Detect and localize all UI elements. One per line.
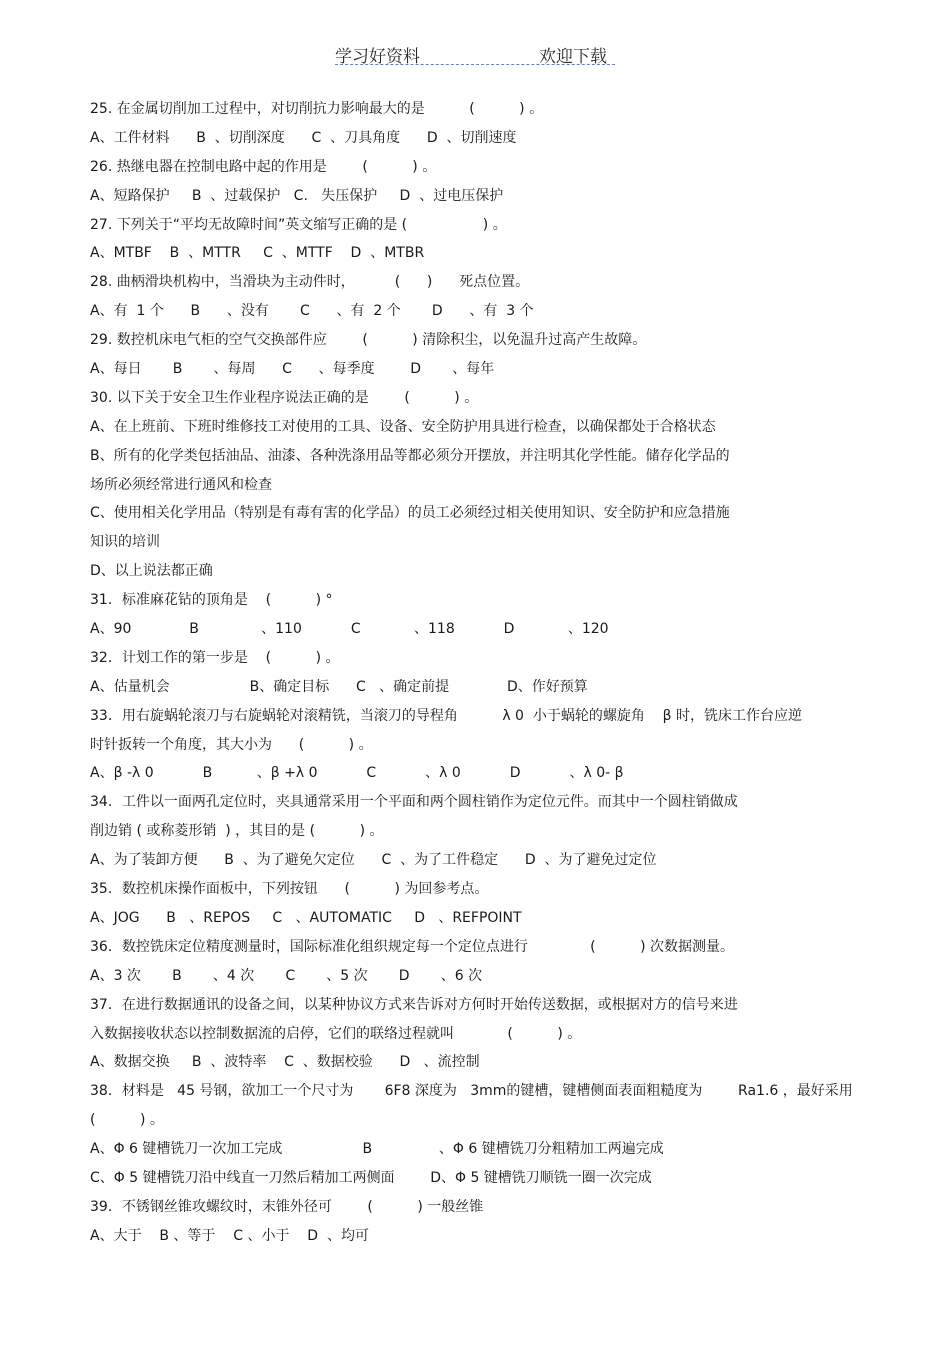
options-32: A、估量机会 B、确定目标 C 、确定前提 D、作好预算	[90, 678, 588, 695]
question-35: 35．数控机床操作面板中，下列按钮 ( ) 为回参考点。	[90, 881, 489, 898]
options-34: A、为了装卸方便 B 、为了避免欠定位 C 、为了工件稳定 D 、为了避免过定位	[90, 852, 657, 869]
header-right-text: 欢迎下载	[539, 47, 607, 67]
question-34: 34．工件以一面两孔定位时，夹具通常采用一个平面和两个圆柱销作为定位元件。而其中一个圆柱销做成	[90, 794, 738, 811]
question-39: 39．不锈钢丝锥攻螺纹时，末锥外径可 ( ) 一般丝锥	[90, 1198, 484, 1215]
document-body	[90, 95, 870, 1251]
option-30-c: C、使用相关化学用品（特别是有毒有害的化学品）的员工必须经过相关使用知识、安全防护和应急措施	[90, 505, 730, 522]
question-27: 27. 下列关于“平均无故障时间”英文缩写正确的是 ( ) 。	[90, 216, 507, 233]
question-33-cont: 时针扳转一个角度，其大小为 ( ) 。	[90, 736, 373, 753]
options-37: A、数据交换 B 、波特率 C 、数据校验 D 、流控制	[90, 1054, 480, 1071]
options-36: A、3 次 B 、4 次 C 、5 次 D 、6 次	[90, 967, 483, 984]
question-33: 33．用右旋蜗轮滚刀与右旋蜗轮对滚精铣，当滚刀的导程角 λ 0 小于蜗轮的螺旋角 β 时，铣床工作台应逆	[90, 707, 803, 724]
option-30-b: B、所有的化学类包括油品、油漆、各种洗涤用品等都必须分开摆放，并注明其化学性能。储存化学品的	[90, 447, 730, 464]
option-30-d: D、以上说法都正确	[90, 563, 213, 580]
options-27: A、MTBF B 、MTTR C 、MTTF D 、MTBR	[90, 245, 425, 262]
question-29: 29. 数控机床电气柜的空气交换部件应 ( ) 清除积尘，以免温升过高产生故障。	[90, 332, 647, 349]
options-39: A、大于 B 、等于 C 、小于 D 、均可	[90, 1227, 369, 1244]
question-25: 25. 在金属切削加工过程中，对切削抗力影响最大的是 ( ) 。	[90, 101, 544, 117]
options-29: A、每日 B 、每周 C 、每季度 D 、每年	[90, 361, 495, 378]
options-28: A、有 1 个 B 、没有 C 、有 2 个 D 、有 3 个	[90, 303, 534, 320]
options-38-ab: A、Φ 6 键槽铣刀一次加工完成 B 、Φ 6 键槽铣刀分粗精加工两遍完成	[90, 1141, 664, 1158]
options-35: A、JOG B 、REPOS C 、AUTOMATIC D 、REFPOINT	[90, 909, 522, 926]
page-header	[0, 40, 950, 70]
question-32: 32．计划工作的第一步是 ( ) 。	[90, 649, 340, 666]
option-30-c-cont: 知识的培训	[90, 534, 160, 551]
options-38-cd: C、Φ 5 键槽铣刀沿中线直一刀然后精加工两侧面 D、Φ 5 键槽铣刀顺铣一圈一次完成	[90, 1169, 652, 1186]
options-31: A、90 B 、110 C 、118 D 、120	[90, 621, 609, 638]
question-36: 36．数控铣床定位精度测量时，国际标准化组织规定每一个定位点进行 ( ) 次数据测量。	[90, 938, 734, 955]
question-28: 28. 曲柄滑块机构中，当滑块为主动件时， ( ) 死点位置。	[90, 274, 530, 291]
question-37-cont: 入数据接收状态以控制数据流的启停，它们的联络过程就叫 ( ) 。	[90, 1025, 582, 1042]
options-25: A、工件材料 B 、切削深度 C 、刀具角度 D 、切削速度	[90, 129, 517, 146]
question-38-cont: ( ) 。	[90, 1112, 164, 1129]
question-26: 26. 热继电器在控制电路中起的作用是 ( ) 。	[90, 158, 437, 175]
option-30-b-cont: 场所必须经常进行通风和检查	[90, 476, 272, 493]
header-left-text: 学习好资料	[335, 47, 420, 67]
options-33: A、β -λ 0 B 、β +λ 0 C 、λ 0 D 、λ 0- β	[90, 765, 624, 782]
question-38: 38．材料是 45 号钢，欲加工一个尺寸为 6F8 深度为 3mm的键槽，键槽侧面表面粗糙度为 Ra1.6 ，最好采用	[90, 1083, 853, 1100]
question-37: 37．在进行数据通讯的设备之间，以某种协议方式来告诉对方何时开始传送数据，或根据对方的信号来进	[90, 996, 738, 1013]
question-31: 31．标准麻花钻的顶角是 ( ) °	[90, 592, 333, 609]
options-26: A、短路保护 B 、过载保护 C. 失压保护 D 、过电压保护	[90, 187, 504, 204]
question-34-cont: 削边销 ( 或称菱形销 ) ，其目的是 ( ) 。	[90, 823, 384, 840]
question-30: 30. 以下关于安全卫生作业程序说法正确的是 ( ) 。	[90, 389, 479, 406]
header-dashed-rule	[335, 64, 615, 65]
option-30-a: A、在上班前、下班时维修技工对使用的工具、设备、安全防护用具进行检查，以确保都处于合格状态	[90, 418, 716, 435]
